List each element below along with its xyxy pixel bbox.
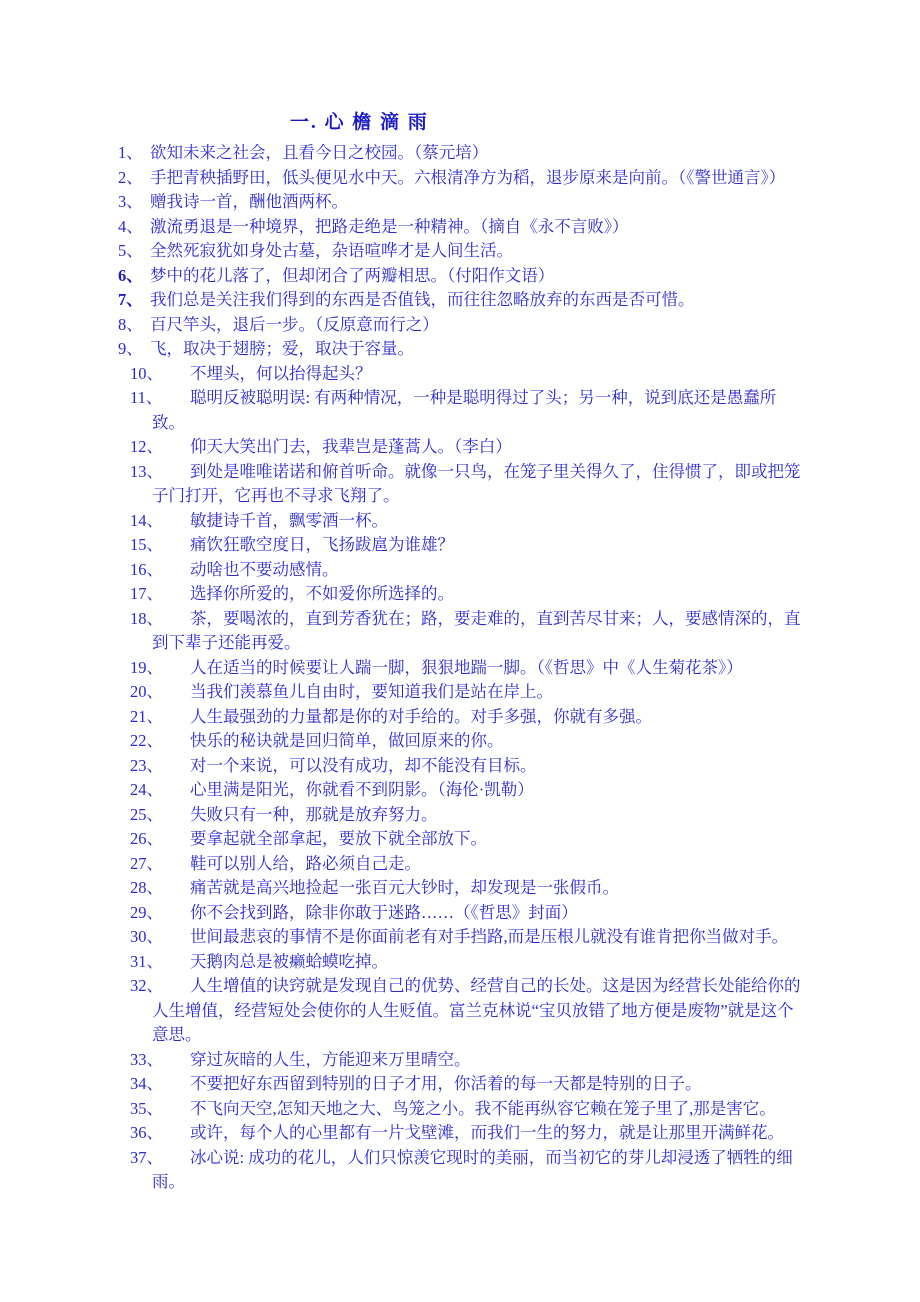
list-item bbox=[130, 1048, 805, 1073]
list-item bbox=[130, 533, 805, 558]
item-text: 仰天大笑出门去，我辈岂是蓬蒿人。（李白） bbox=[190, 437, 512, 456]
item-number: 17、 bbox=[130, 584, 163, 603]
list-item bbox=[118, 190, 805, 215]
item-number: 19、 bbox=[130, 657, 163, 677]
item-text: 穿过灰暗的人生，方能迎来万里晴空。 bbox=[190, 1049, 471, 1069]
item-number: 5、 bbox=[118, 241, 143, 260]
item-number: 24、 bbox=[130, 780, 163, 799]
list-item bbox=[130, 558, 805, 583]
item-text: 心里满是阳光，你就看不到阴影。（海伦·凯勒） bbox=[190, 780, 534, 799]
item-text: 失败只有一种，那就是放弃努力。 bbox=[190, 804, 438, 824]
item-number: 18、 bbox=[130, 608, 163, 628]
item-number: 30、 bbox=[130, 927, 163, 946]
item-text: 百尺竿头，退后一步。（反原意而行之） bbox=[150, 314, 439, 334]
list-item bbox=[130, 1121, 805, 1146]
item-number: 16、 bbox=[130, 559, 163, 579]
item-text: 或许，每个人的心里都有一片戈壁滩，而我们一生的努力，就是让那里开满鲜花。 bbox=[190, 1123, 784, 1142]
list-item bbox=[130, 386, 805, 435]
item-number: 9、 bbox=[118, 339, 143, 358]
list-item bbox=[130, 362, 805, 387]
item-text: 天鹅肉总是被癞蛤蟆吃掉。 bbox=[190, 951, 388, 971]
list-item bbox=[130, 656, 805, 681]
item-text: 手把青秧插野田，低头便见水中天。六根清净方为稻，退步原来是向前。（《警世通言》） bbox=[150, 167, 786, 187]
list-item bbox=[130, 876, 805, 901]
item-number: 31、 bbox=[130, 951, 163, 971]
item-text: 要拿起就全部拿起，要放下就全部放下。 bbox=[190, 829, 487, 848]
item-text: 茶，要喝浓的，直到芳香犹在；路，要走难的，直到苦尽甘来；人，要感情深的，直到下辈子还能再爱。 bbox=[152, 608, 801, 652]
item-text: 快乐的秘诀就是回归简单，做回原来的你。 bbox=[190, 731, 504, 750]
list-item bbox=[130, 925, 805, 950]
list-item bbox=[130, 950, 805, 975]
list-item bbox=[130, 778, 805, 803]
list-item bbox=[130, 754, 805, 779]
item-number: 6、 bbox=[118, 265, 143, 285]
item-text: 世间最悲哀的事情不是你面前老有对手挡路,而是压根儿就没有谁肯把你当做对手。 bbox=[190, 927, 789, 946]
item-text: 欲知未来之社会，且看今日之校园。（蔡元培） bbox=[150, 143, 489, 162]
item-text: 梦中的花儿落了，但却闭合了两瓣相思。（付阳作文语） bbox=[150, 265, 555, 285]
page-title: 一. 心 檐 滴 雨 bbox=[290, 112, 429, 133]
item-number: 20、 bbox=[130, 682, 163, 701]
list-item bbox=[118, 264, 805, 289]
list-item bbox=[130, 435, 805, 460]
item-text: 不要把好东西留到特别的日子才用，你活着的每一天都是特别的日子。 bbox=[190, 1074, 702, 1093]
list-item bbox=[130, 1097, 805, 1122]
item-text: 人在适当的时候要让人踹一脚，狠狠地踹一脚。（《哲思》中《人生菊花茶》） bbox=[190, 657, 743, 677]
list-item bbox=[118, 337, 805, 362]
item-number: 26、 bbox=[130, 829, 163, 848]
item-number: 4、 bbox=[118, 216, 143, 236]
item-number: 32、 bbox=[130, 976, 163, 995]
item-text: 当我们羡慕鱼儿自由时，要知道我们是站在岸上。 bbox=[190, 682, 553, 701]
list-item bbox=[130, 509, 805, 534]
item-text: 人生增值的诀窍就是发现自己的优势、经营自己的长处。这是因为经营长处能给你的人生增值，经营短处会使你的人生贬值。富兰克林说“宝贝放错了地方便是废物”就是这个意思。 bbox=[152, 976, 801, 1044]
item-number: 7、 bbox=[118, 290, 143, 309]
item-number: 10、 bbox=[130, 363, 163, 383]
list-item bbox=[118, 141, 805, 166]
item-text: 敏捷诗千首，飘零酒一杯。 bbox=[190, 510, 388, 530]
item-number: 22、 bbox=[130, 731, 163, 750]
item-number: 21、 bbox=[130, 706, 163, 726]
item-text: 选择你所爱的，不如爱你所选择的。 bbox=[190, 584, 454, 603]
list-item bbox=[118, 288, 805, 313]
item-text: 不飞向天空,怎知天地之大、鸟笼之小。我不能再纵容它赖在笼子里了,那是害它。 bbox=[190, 1098, 776, 1118]
item-number: 25、 bbox=[130, 804, 163, 824]
item-number: 27、 bbox=[130, 853, 163, 873]
list-item bbox=[130, 974, 805, 1048]
list-item bbox=[130, 729, 805, 754]
item-number: 37、 bbox=[130, 1147, 163, 1167]
item-text: 痛苦就是高兴地捡起一张百元大钞时，却发现是一张假币。 bbox=[190, 878, 619, 897]
item-number: 34、 bbox=[130, 1074, 163, 1093]
list-item bbox=[130, 607, 805, 656]
list-item bbox=[130, 827, 805, 852]
item-number: 8、 bbox=[118, 314, 143, 334]
item-text: 鞋可以别人给，路必须自己走。 bbox=[190, 853, 421, 873]
list-item bbox=[118, 215, 805, 240]
item-number: 35、 bbox=[130, 1098, 163, 1118]
item-number: 23、 bbox=[130, 755, 163, 775]
list-item bbox=[130, 803, 805, 828]
item-number: 33、 bbox=[130, 1049, 163, 1069]
quote-list bbox=[100, 141, 805, 1195]
item-number: 14、 bbox=[130, 510, 163, 530]
item-number: 29、 bbox=[130, 902, 163, 922]
item-number: 28、 bbox=[130, 878, 163, 897]
list-item bbox=[130, 680, 805, 705]
item-text: 痛饮狂歌空度日，飞扬跋扈为谁雄？ bbox=[190, 535, 454, 554]
item-number: 15、 bbox=[130, 535, 163, 554]
list-item bbox=[130, 705, 805, 730]
list-item bbox=[118, 166, 805, 191]
list-item bbox=[130, 582, 805, 607]
item-text: 聪明反被聪明误: 有两种情况，一种是聪明得过了头；另一种，说到底还是愚蠢所致。 bbox=[152, 388, 777, 432]
item-text: 你不会找到路，除非你敢于迷路……（《哲思》封面） bbox=[190, 902, 578, 922]
item-text: 我们总是关注我们得到的东西是否值钱，而往往忽略放弃的东西是否可惜。 bbox=[150, 290, 695, 309]
item-text: 人生最强劲的力量都是你的对手给的。对手多强，你就有多强。 bbox=[190, 706, 652, 726]
item-number: 3、 bbox=[118, 192, 143, 211]
list-item bbox=[130, 1072, 805, 1097]
item-number: 36、 bbox=[130, 1123, 163, 1142]
item-text: 激流勇退是一种境界，把路走绝是一种精神。（摘自《永不言败》） bbox=[150, 216, 629, 236]
list-item bbox=[130, 460, 805, 509]
list-item bbox=[130, 852, 805, 877]
item-text: 飞，取决于翅膀；爱，取决于容量。 bbox=[150, 339, 414, 358]
item-number: 13、 bbox=[130, 461, 163, 481]
list-item bbox=[130, 1146, 805, 1195]
item-text: 到处是唯唯诺诺和俯首听命。就像一只鸟，在笼子里关得久了，住得惯了，即或把笼子门打开，它再也不寻求飞翔了。 bbox=[152, 461, 801, 505]
item-text: 冰心说: 成功的花儿，人们只惊羡它现时的美丽，而当初它的芽儿却浸透了牺牲的细雨。 bbox=[152, 1147, 793, 1191]
list-item bbox=[118, 313, 805, 338]
item-number: 12、 bbox=[130, 437, 163, 456]
item-text: 全然死寂犹如身处古墓，杂语喧哗才是人间生活。 bbox=[150, 241, 513, 260]
list-item bbox=[118, 239, 805, 264]
item-number: 11、 bbox=[130, 388, 163, 407]
list-item bbox=[130, 901, 805, 926]
item-text: 对一个来说，可以没有成功，却不能没有目标。 bbox=[190, 755, 537, 775]
item-text: 动啥也不要动感情。 bbox=[190, 559, 339, 579]
item-text: 不埋头，何以抬得起头？ bbox=[190, 363, 372, 383]
item-text: 赠我诗一首，酬他酒两杯。 bbox=[150, 192, 348, 211]
item-number: 1、 bbox=[118, 143, 143, 162]
item-number: 2、 bbox=[118, 167, 143, 187]
